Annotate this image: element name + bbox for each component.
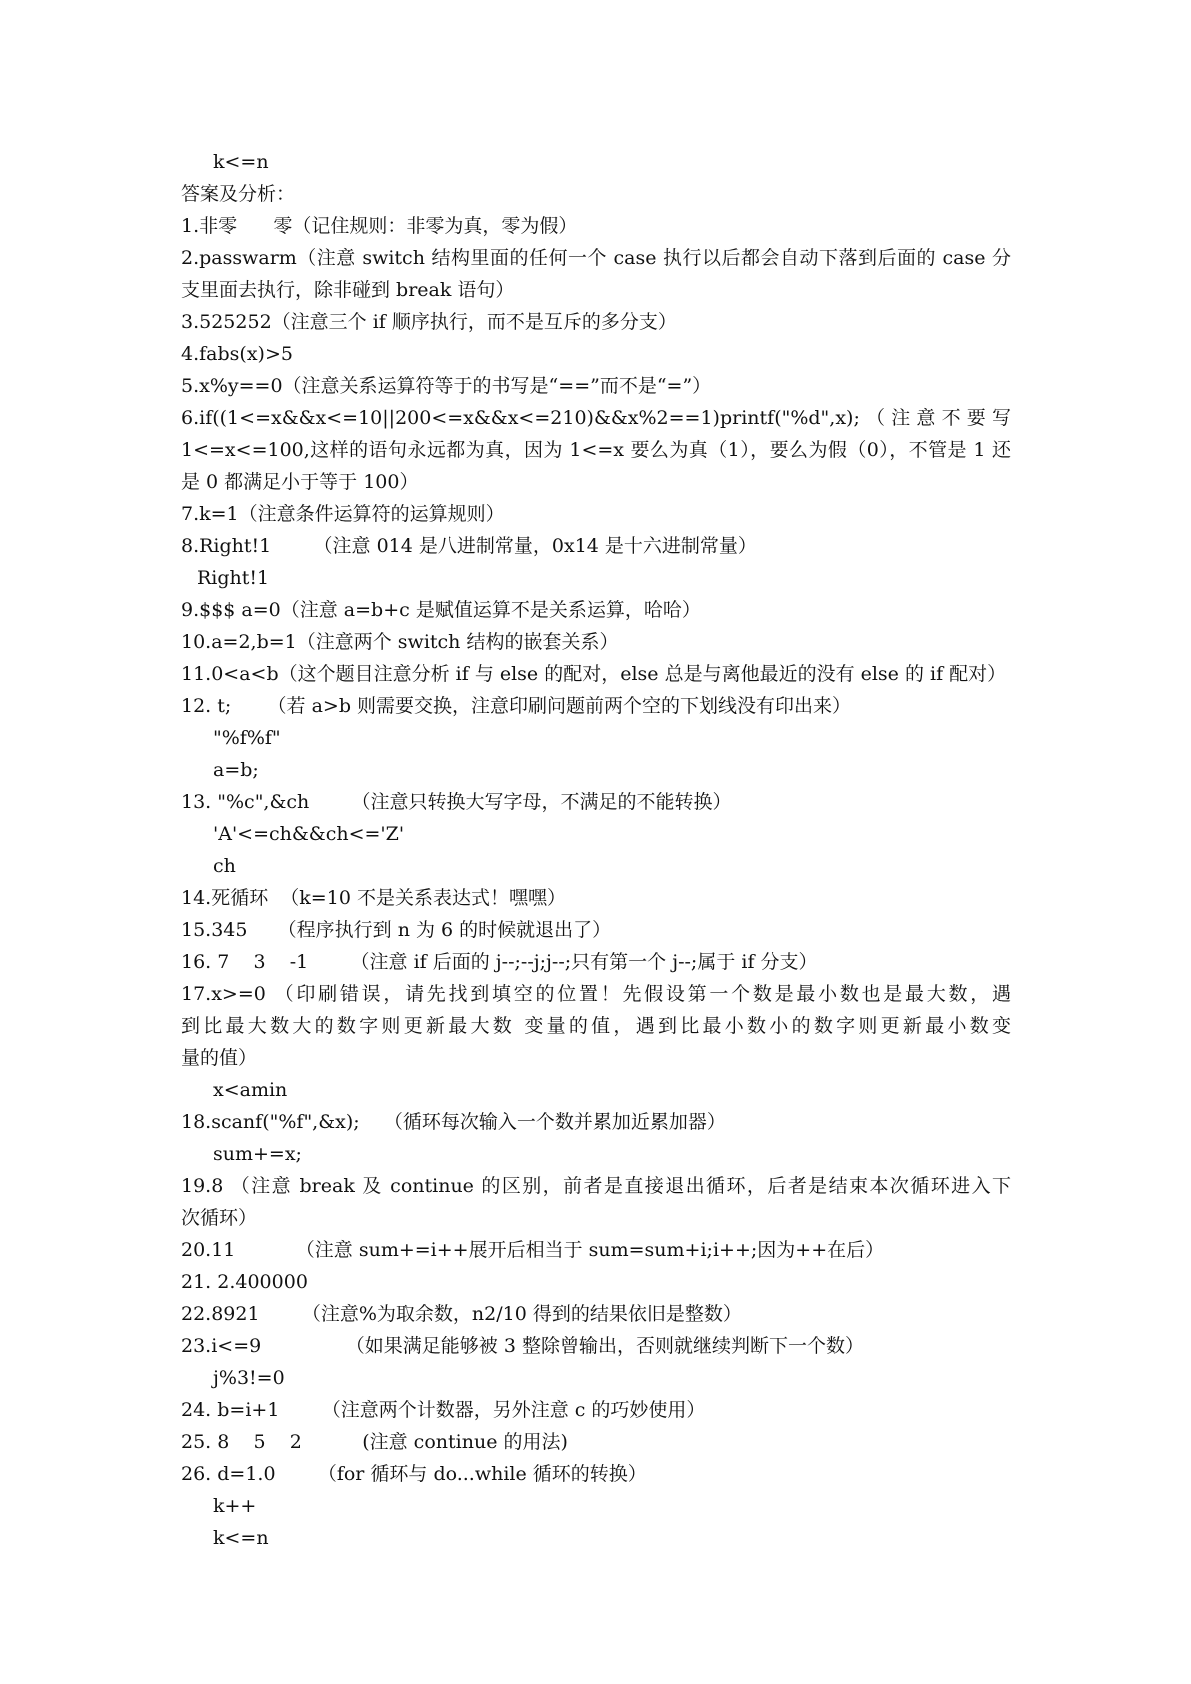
text-line: 20.11 （注意 sum+=i++展开后相当于 sum=sum+i;i++;因为++在后）: [181, 1239, 885, 1261]
text-line: k++: [213, 1495, 257, 1517]
text-line: 量的值）: [181, 1047, 258, 1069]
text-line: 4.fabs(x)>5: [181, 343, 293, 365]
text-line: x<amin: [213, 1079, 288, 1101]
text-line: 11.0<a<b（这个题目注意分析 if 与 else 的配对，else 总是与离他最近的没有 else 的 if 配对）: [181, 663, 1007, 685]
text-line: 16. 7 3 -1 （注意 if 后面的 j--;--j;j--;只有第一个 j--;属于 if 分支）: [181, 951, 818, 973]
text-line: 到比最大数大的数字则更新最大数 变量的值，遇到比最小数小的数字则更新最小数变: [181, 1015, 1011, 1037]
text-line: 21. 2.400000: [181, 1271, 308, 1293]
text-line: 2.passwarm（注意 switch 结构里面的任何一个 case 执行以后都会自动下落到后面的 case 分: [181, 247, 1011, 269]
text-line: 8.Right!1 （注意 014 是八进制常量，0x14 是十六进制常量）: [181, 535, 757, 557]
text-line: 7.k=1（注意条件运算符的运算规则）: [181, 503, 505, 525]
text-line: 12. t; （若 a>b 则需要交换，注意印刷问题前两个空的下划线没有印出来）: [181, 695, 852, 717]
text-line: 支里面去执行，除非碰到 break 语句）: [181, 279, 515, 301]
text-line: 5.x%y==0（注意关系运算符等于的书写是“==”而不是“=”）: [181, 375, 712, 397]
text-line: ch: [213, 855, 236, 877]
text-line: 是 0 都满足小于等于 100）: [181, 471, 419, 493]
text-line: 1.非零 零（记住规则：非零为真，零为假）: [181, 215, 578, 237]
text-line: 18.scanf("%f",&x); （循环每次输入一个数并累加近累加器）: [181, 1111, 726, 1133]
text-line: 次循环）: [181, 1207, 258, 1229]
text-line: Right!1: [197, 567, 270, 589]
answer-text-block: [181, 146, 1011, 1554]
text-line: 19.8 （注意 break 及 continue 的区别，前者是直接退出循环，后者是结束本次循环进入下: [181, 1175, 1011, 1197]
text-line: 15.345 （程序执行到 n 为 6 的时候就退出了）: [181, 919, 612, 941]
text-line: 24. b=i+1 （注意两个计数器，另外注意 c 的巧妙使用）: [181, 1399, 706, 1421]
text-line: 'A'<=ch&&ch<='Z': [213, 823, 405, 845]
text-line: 答案及分析：: [181, 183, 296, 205]
text-line: 26. d=1.0 （for 循环与 do...while 循环的转换）: [181, 1463, 647, 1485]
text-line: 1<=x<=100,这样的语句永远都为真，因为 1<=x 要么为真（1），要么为假（0），不管是 1 还: [181, 439, 1011, 461]
text-line: j%3!=0: [213, 1367, 285, 1389]
text-line: a=b;: [213, 759, 259, 781]
text-line: 22.8921 （注意%为取余数，n2/10 得到的结果依旧是整数）: [181, 1303, 742, 1325]
text-line: 6.if((1<=x&&x<=10||200<=x&&x<=210)&&x%2==1)printf("%d",x); （ 注 意 不 要 写: [181, 407, 1011, 429]
text-line: 3.525252（注意三个 if 顺序执行，而不是互斥的多分支）: [181, 311, 677, 333]
text-line: sum+=x;: [213, 1143, 302, 1165]
text-line: 17.x>=0 （印刷错误，请先找到填空的位置！先假设第一个数是最小数也是最大数，遇: [181, 983, 1011, 1005]
text-line: 23.i<=9 （如果满足能够被 3 整除曾输出，否则就继续判断下一个数）: [181, 1335, 864, 1357]
text-line: 9.$$$ a=0（注意 a=b+c 是赋值运算不是关系运算，哈哈）: [181, 599, 701, 621]
text-line: 25. 8 5 2 (注意 continue 的用法): [181, 1431, 568, 1453]
text-line: k<=n: [213, 1527, 269, 1549]
text-line: "%f%f": [213, 727, 281, 749]
text-line: 10.a=2,b=1（注意两个 switch 结构的嵌套关系）: [181, 631, 619, 653]
text-line: k<=n: [213, 151, 269, 173]
text-line: 14.死循环 （k=10 不是关系表达式！嘿嘿）: [181, 887, 566, 909]
text-line: 13. "%c",&ch （注意只转换大写字母，不满足的不能转换）: [181, 791, 732, 813]
